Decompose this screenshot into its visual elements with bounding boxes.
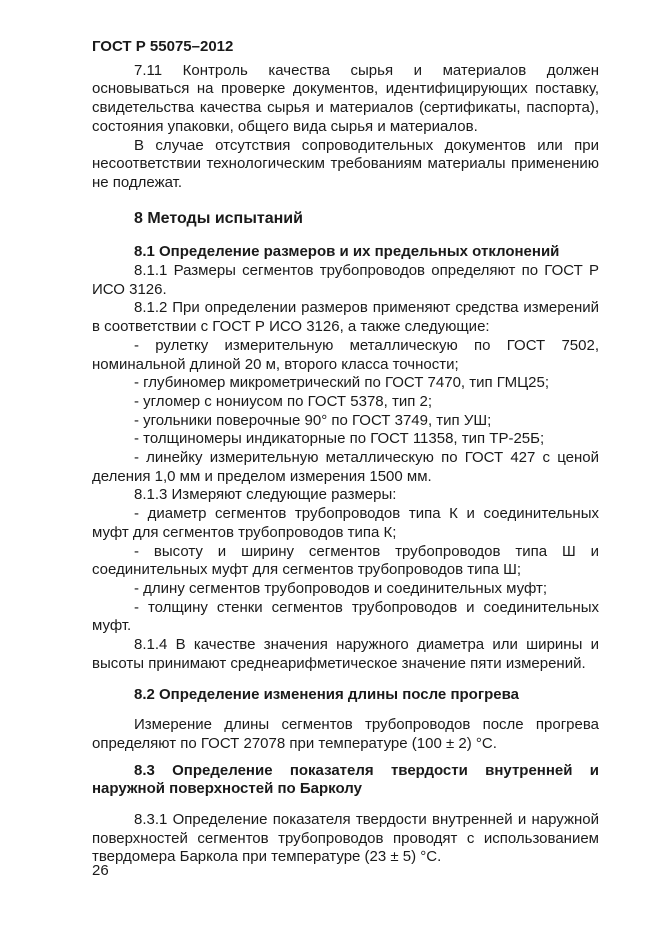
section-8-3-title: 8.3 Определение показателя твердости внутренней и наружной поверхностей по Барколу bbox=[92, 761, 599, 798]
list-item: - толщину стенки сегментов трубопроводов и соединительных муфт. bbox=[92, 598, 599, 635]
paragraph-8-1-2: 8.1.2 При определении размеров применяют средства измерений в соответствии с ГОСТ Р ИСО 3126, а также следующие: bbox=[92, 299, 599, 336]
paragraph-8-1-3: 8.1.3 Измеряют следующие размеры: bbox=[134, 486, 397, 504]
standard-header: ГОСТ Р 55075–2012 bbox=[92, 38, 234, 55]
list-item: - рулетку измерительную металлическую по ГОСТ 7502, номинальной длиной 20 м, второго класса точности; bbox=[92, 336, 599, 373]
paragraph-7-11-note: В случае отсутствия сопроводительных документов или при несоответствии технологическим требованиям материалы применению не подлежат. bbox=[92, 136, 599, 191]
list-item: - угломер с нониусом по ГОСТ 5378, тип 2; bbox=[134, 392, 433, 410]
list-item: - длину сегментов трубопроводов и соединительных муфт; bbox=[134, 579, 547, 597]
list-item: - высоту и ширину сегментов трубопроводов типа Ш и соединительных муфт для сегментов трубопроводов типа Ш; bbox=[92, 542, 599, 579]
list-item: - диаметр сегментов трубопроводов типа К и соединительных муфт для сегментов трубопроводов типа К; bbox=[92, 505, 599, 541]
section-8-title: 8 Методы испытаний bbox=[134, 209, 303, 227]
section-8-1-title: 8.1 Определение размеров и их предельных отклонений bbox=[134, 243, 560, 261]
paragraph-7-11: 7.11 Контроль качества сырья и материалов должен основываться на проверке документов, идентифицирующих поставку, свидетельства качества сырья и материалов (сертификаты, паспорта), состояния упаковки, общего вида сырья и материалов. bbox=[92, 61, 599, 135]
page-number: 26 bbox=[92, 862, 109, 879]
list-item: - угольники поверочные 90° по ГОСТ 3749, тип УШ; bbox=[134, 411, 492, 429]
list-item: - толщиномеры индикаторные по ГОСТ 11358, тип ТР-25Б; bbox=[134, 430, 545, 448]
paragraph-8-1-1: 8.1.1 Размеры сегментов трубопроводов определяют по ГОСТ Р ИСО 3126. bbox=[92, 262, 599, 298]
section-8-2-title: 8.2 Определение изменения длины после прогрева bbox=[134, 685, 519, 703]
paragraph-8-3-1: 8.3.1 Определение показателя твердости внутренней и наружной поверхностей сегментов трубопроводов проводят с использованием твердомера Баркола при температуре (23 ± 5) °С. bbox=[92, 811, 599, 866]
paragraph-8-1-4: 8.1.4 В качестве значения наружного диаметра или ширины и высоты принимают среднеарифметическое значение пяти измерений. bbox=[92, 636, 599, 672]
list-item: - глубиномер микрометрический по ГОСТ 7470, тип ГМЦ25; bbox=[134, 374, 550, 392]
list-item: - линейку измерительную металлическую по ГОСТ 427 с ценой деления 1,0 мм и пределом измерения 1500 мм. bbox=[92, 449, 599, 485]
paragraph-8-2: Измерение длины сегментов трубопроводов после прогрева определяют по ГОСТ 27078 при температуре (100 ± 2) °С. bbox=[92, 716, 599, 752]
